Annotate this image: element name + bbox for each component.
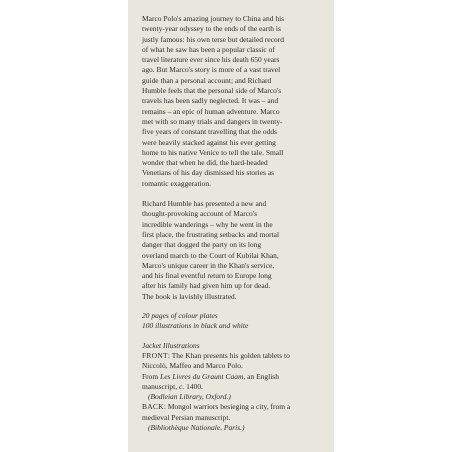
blurb-line: twenty-year odyssey to the ends of the earth is (142, 24, 281, 34)
front-caption-line-2: Niccolò, Maffeo and Marco Polo. (142, 361, 243, 371)
illustrations-count (142, 311, 324, 332)
blurb-line: danger that dogged the party on its long (142, 240, 262, 250)
blurb-line: Venetians of his day dismissed his stories as (142, 168, 275, 178)
front-caption-english: , an English (243, 371, 279, 381)
back-caption-text: : Mongol warriors besieging a city, from a (163, 402, 291, 412)
blurb-line: wonder that when he did, the hard-headed (142, 158, 268, 168)
back-caption-line-1 (142, 402, 324, 412)
blurb-line: Humble feels that the personal side of Marco's (142, 86, 282, 96)
blurb-line: were heavily stacked against his ever getting (142, 137, 276, 147)
front-caption-manuscript: manuscript, (142, 381, 180, 391)
blurb-line: The book is lavishly illustrated. (142, 291, 237, 301)
colour-plates-note: 20 pages of colour plates (142, 311, 218, 321)
blurb-line: overland march to the Court of Kubilai Khan, (142, 250, 279, 260)
jacket-flap (128, 0, 334, 452)
blurb-line: remains – an epic of human adventure. Marco (142, 106, 280, 116)
blurb-line: home to his native Venice to tell the tale. Small (142, 147, 284, 157)
blurb-line: ago. But Marco's story is more of a vast travel (142, 65, 281, 75)
front-source: (Bodleian Library, Oxford.) (148, 392, 231, 402)
blurb-line: travel literature ever since his death 650 years (142, 55, 280, 65)
jacket-illustrations-heading: Jacket Illustrations (142, 340, 200, 350)
back-label: BACK (142, 402, 164, 412)
blurb-line: incredible wanderings – why he went in the (142, 219, 273, 229)
bw-illustrations-note: 100 illustrations in black and white (142, 321, 249, 331)
blurb-line: guide than a personal account; and Richard (142, 75, 272, 85)
blurb-line: Richard Humble has presented a new and (142, 199, 267, 209)
blurb-line: of what he saw has been a popular classic of (142, 44, 275, 54)
blurb-line: first place, the frustrating setbacks and mortal (142, 229, 280, 239)
blurb-line: romantic exaggeration. (142, 178, 212, 188)
jacket-illustrations (142, 341, 324, 434)
front-caption-line-3 (142, 372, 324, 382)
blurb-paragraph-1 (142, 14, 324, 189)
back-source: (Bibliothèque Nationale, Paris.) (148, 422, 245, 432)
front-caption-text: : The Khan presents his golden tablets to (167, 350, 290, 360)
front-caption-from: From (142, 371, 161, 381)
blurb-line: and his final eventful return to Europe long (142, 271, 272, 281)
blurb-line: Marco Polo's amazing journey to China and his (142, 14, 285, 23)
blurb-line: thought-provoking account of Marco's (142, 209, 258, 219)
back-caption-line-2: medieval Persian manuscript. (142, 412, 231, 422)
blurb-paragraph-2 (142, 199, 324, 302)
front-label: FRONT (142, 350, 168, 360)
blurb-line: travels has been sadly neglected. It was – and (142, 96, 279, 106)
blurb-line: five years of constant travelling that the odds (142, 127, 277, 137)
blurb-line: after his family had given him up for dead. (142, 281, 271, 291)
front-caption-line-4 (142, 382, 324, 392)
blurb-line: met with so many trials and dangers in twenty- (142, 116, 283, 126)
blurb-line: Marco's unique career in the Khan's service, (142, 260, 275, 270)
blurb-line: justly famous: his own terse but detailed record (142, 34, 285, 44)
front-caption-year: 1400. (184, 381, 203, 391)
manuscript-title: Les Livres du Graunt Caam (160, 371, 244, 381)
circa-mark: c. (179, 381, 185, 391)
front-caption-line-1 (142, 351, 324, 361)
